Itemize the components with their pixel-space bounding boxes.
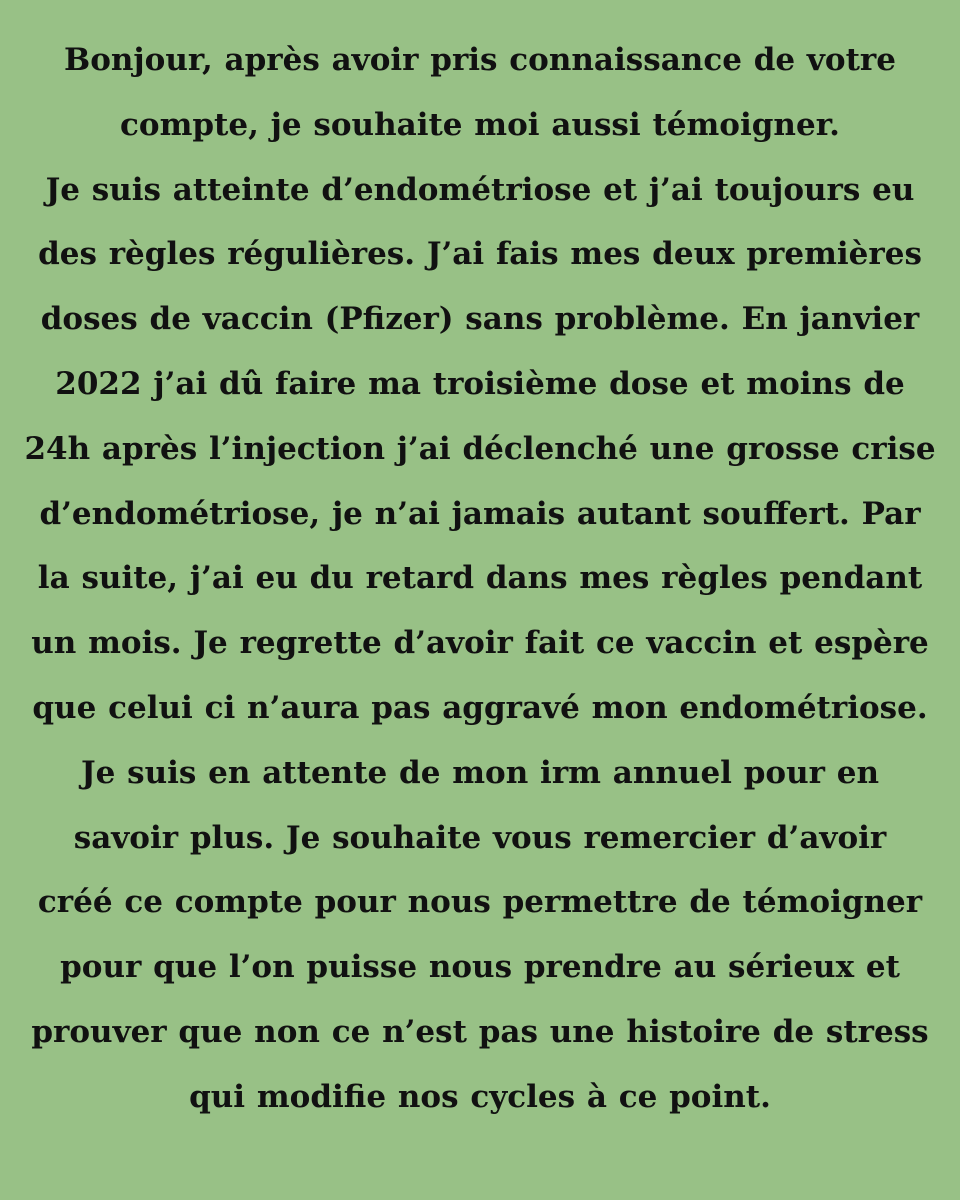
text-line: d’endométriose, je n’ai jamais autant souffert. Par — [39, 495, 921, 532]
text-line: des règles régulières. J’ai fais mes deux premières — [38, 236, 922, 273]
text-line: savoir plus. Je souhaite vous remercier d’avoir — [73, 819, 887, 856]
text-line: 2022 j’ai dû faire ma troisième dose et moins de — [55, 365, 905, 402]
testimony-text — [0, 28, 960, 1130]
text-line: prouver que non ce n’est pas une histoire de stress — [31, 1013, 929, 1050]
text-line: Je suis atteinte d’endométriose et j’ai toujours eu — [45, 171, 915, 208]
text-line: Je suis en attente de mon irm annuel pour en — [80, 754, 880, 791]
text-line: que celui ci n’aura pas aggravé mon endométriose. — [32, 689, 928, 726]
text-line: Bonjour, après avoir pris connaissance de votre — [64, 42, 896, 78]
text-line: qui modifie nos cycles à ce point. — [189, 1078, 771, 1115]
text-line: un mois. Je regrette d’avoir fait ce vaccin et espère — [31, 625, 929, 662]
text-line: la suite, j’ai eu du retard dans mes règles pendant — [37, 560, 923, 597]
text-line: pour que l’on puisse nous prendre au sérieux et — [60, 949, 900, 986]
text-line: compte, je souhaite moi aussi témoigner. — [120, 106, 840, 143]
text-line: 24h après l’injection j’ai déclenché une grosse crise — [24, 430, 936, 467]
text-line: créé ce compte pour nous permettre de témoigner — [37, 884, 923, 921]
text-line: doses de vaccin (Pfizer) sans problème. En janvier — [40, 301, 920, 338]
